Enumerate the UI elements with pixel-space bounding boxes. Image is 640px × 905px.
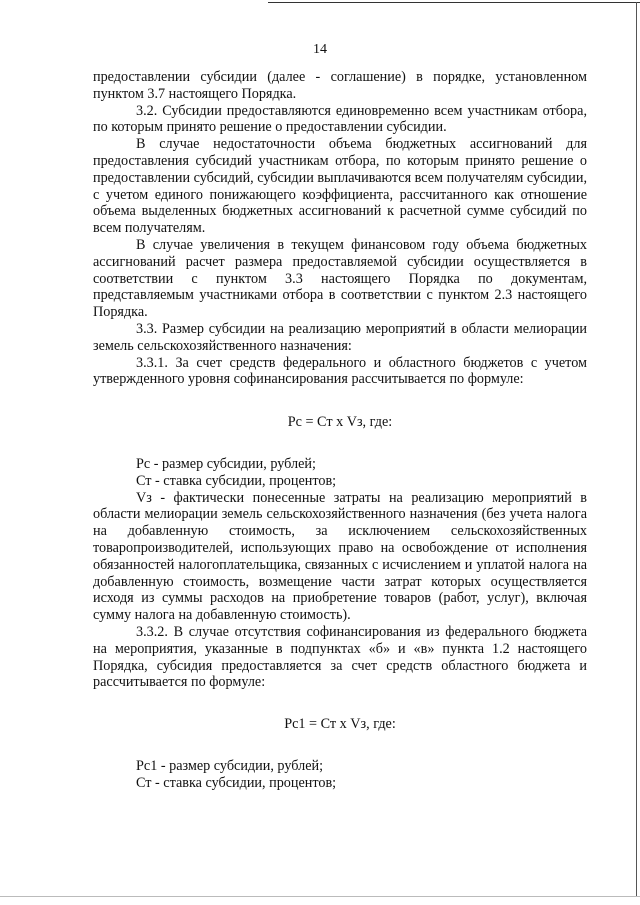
paragraph-3-3: 3.3. Размер субсидии на реализацию мероприятий в области мелиорации земель сельскохозяйственного назначения: <box>93 320 587 354</box>
document-body <box>93 69 587 791</box>
paragraph-intro: предоставлении субсидии (далее - соглашение) в порядке, установленном пунктом 3.7 настоящего Порядка. <box>93 69 587 102</box>
definition-pc: Рс - размер субсидии, рублей; <box>136 455 316 472</box>
paragraph-3-2: 3.2. Субсидии предоставляются единовременно всем участникам отбора, по которым принято решение о предоставлении субсидии. <box>93 102 587 136</box>
paragraph-3-3-1: 3.3.1. За счет средств федерального и областного бюджетов с учетом утвержденного уровня софинансирования рассчитывается по формуле: <box>93 354 587 388</box>
definition-pc1: Рс1 - размер субсидии, рублей; <box>136 757 324 774</box>
paragraph-3-3-2: 3.3.2. В случае отсутствия софинансирования из федерального бюджета на мероприятия, указанные в подпунктах «б» и «в» пункта 1.2 настоящего Порядка, субсидия предоставляется за счет средств областного бюджета и рассчитывается по формуле: <box>93 623 587 691</box>
top-border-line <box>268 2 640 3</box>
definition-ct-2: Ст - ставка субсидии, процентов; <box>136 774 337 791</box>
definition-ct: Ст - ставка субсидии, процентов; <box>136 472 337 489</box>
definition-vz: Vз - фактически понесенные затраты на реализацию мероприятий в области мелиорации земель сельскохозяйственного назначения (без учета налога на добавленную стоимость, за исключением сельскохозяйственных товаропроизводителей, использующих право на освобождение от исполнения обязанностей налогоплательщика, связанных с исчислением и уплатой налога на добавленную стоимость, возмещение части затрат которых осуществляется исходя из суммы расходов на приобретение товаров (работ, услуг), включая сумму налога на добавленную стоимость). <box>93 489 587 624</box>
bottom-border-line <box>0 896 640 897</box>
formula-pc1: Рс1 = Ст х Vз, где: <box>284 716 396 733</box>
paragraph-increase: В случае увеличения в текущем финансовом году объема бюджетных ассигнований расчет размера предоставляемой субсидии осуществляется в соответствии с пунктом 3.3 настоящего Порядка по документам, представляемым участниками отбора в соответствии с пунктом 2.3 настоящего Порядка. <box>93 236 587 321</box>
paragraph-shortage: В случае недостаточности объема бюджетных ассигнований для предоставления субсидий участникам отбора, по которым принято решение о предоставлении субсидий, субсидии выплачиваются всем получателям субсидии, с учетом единого понижающего коэффициента, рассчитанного как отношение объема выделенных бюджетных ассигнований к расчетной сумме субсидий по всем получателям. <box>93 136 588 237</box>
right-border-line <box>636 2 637 897</box>
formula-pc: Рс = Ст х Vз, где: <box>287 414 393 431</box>
page-number: 14 <box>313 42 327 57</box>
